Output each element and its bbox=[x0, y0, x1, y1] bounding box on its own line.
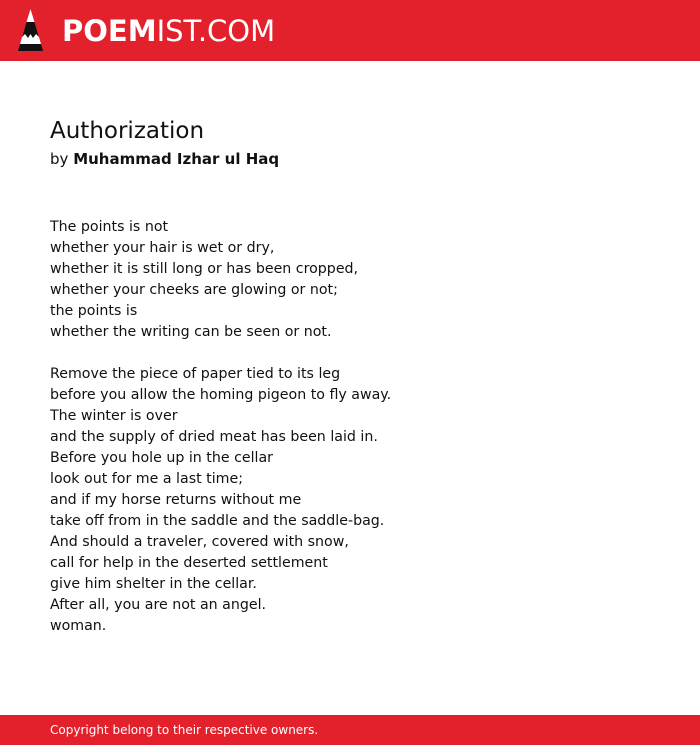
poem-line: take off from in the saddle and the saddle-bag. bbox=[50, 513, 385, 529]
poem-line: and the supply of dried meat has been laid in. bbox=[50, 429, 378, 445]
poem-line: give him shelter in the cellar. bbox=[50, 576, 257, 592]
poem-line: whether the writing can be seen or not. bbox=[50, 324, 332, 340]
poem-line: Remove the piece of paper tied to its leg bbox=[50, 366, 341, 382]
poem-line: The points is not bbox=[50, 219, 169, 235]
byline bbox=[50, 147, 670, 171]
poem-line: before you allow the homing pigeon to fly away. bbox=[50, 387, 392, 403]
poem-title: Authorization bbox=[50, 118, 205, 144]
author-name: Muhammad Izhar ul Haq bbox=[73, 150, 280, 168]
logo-light-text: IST.COM bbox=[156, 14, 276, 48]
site-logo[interactable] bbox=[62, 14, 275, 48]
poem-body bbox=[50, 217, 670, 637]
copyright-text: Copyright belong to their respective owners. bbox=[50, 723, 319, 737]
pencil-logo-icon[interactable] bbox=[18, 9, 43, 51]
poem-line: call for help in the deserted settlement bbox=[50, 555, 328, 571]
poem-stanza bbox=[50, 364, 670, 637]
poem-line: the points is bbox=[50, 303, 138, 319]
poem-line: and if my horse returns without me bbox=[50, 492, 302, 508]
poem-line: Before you hole up in the cellar bbox=[50, 450, 274, 466]
poem-stanza bbox=[50, 217, 670, 343]
by-label: by bbox=[50, 150, 69, 168]
poem-line: woman. bbox=[50, 618, 107, 634]
site-footer bbox=[0, 715, 700, 745]
poem-line: whether your hair is wet or dry, bbox=[50, 240, 275, 256]
poem-line: The winter is over bbox=[50, 408, 178, 424]
poem-line: And should a traveler, covered with snow, bbox=[50, 534, 349, 550]
logo-bold-text: POEM bbox=[62, 14, 157, 48]
poem-content bbox=[50, 115, 670, 658]
site-header bbox=[0, 0, 700, 61]
poem-line: look out for me a last time; bbox=[50, 471, 243, 487]
poem-line: After all, you are not an angel. bbox=[50, 597, 267, 613]
poem-line: whether it is still long or has been cropped, bbox=[50, 261, 359, 277]
poem-line: whether your cheeks are glowing or not; bbox=[50, 282, 338, 298]
